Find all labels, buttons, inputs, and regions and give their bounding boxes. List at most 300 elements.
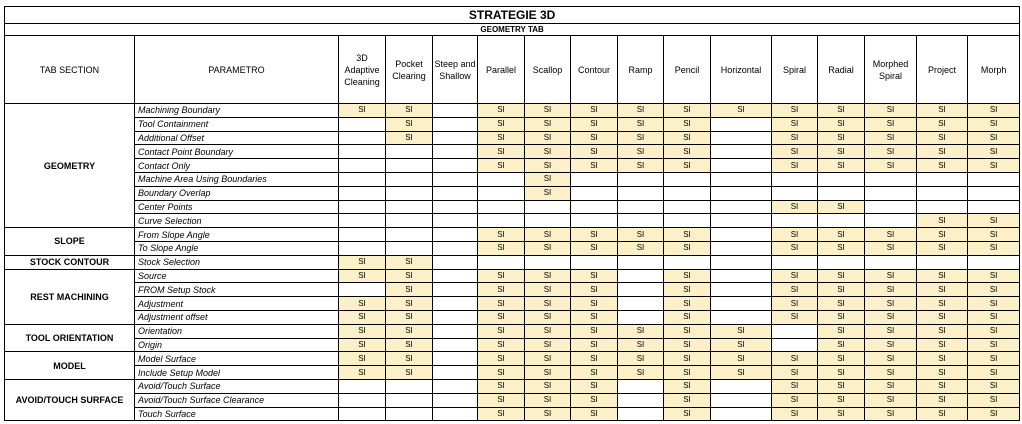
si-cell: SI	[917, 297, 968, 311]
parameter-cell: Avoid/Touch Surface Clearance	[135, 393, 339, 407]
table-row	[5, 255, 1020, 269]
si-cell: SI	[478, 117, 525, 131]
empty-cell	[339, 393, 386, 407]
si-cell: SI	[339, 310, 386, 324]
si-cell: SI	[917, 131, 968, 145]
empty-cell	[968, 186, 1020, 200]
si-cell: SI	[618, 366, 664, 380]
empty-cell	[865, 186, 917, 200]
empty-cell	[917, 200, 968, 214]
si-cell: SI	[571, 159, 618, 173]
empty-cell	[664, 172, 711, 186]
empty-cell	[711, 159, 772, 173]
si-cell: SI	[478, 297, 525, 311]
empty-cell	[968, 255, 1020, 269]
si-cell: SI	[968, 131, 1020, 145]
si-cell: SI	[818, 200, 865, 214]
si-cell: SI	[386, 104, 433, 118]
empty-cell	[478, 186, 525, 200]
table-row	[5, 269, 1020, 283]
si-cell: SI	[571, 310, 618, 324]
si-cell: SI	[818, 241, 865, 255]
tab-section-cell: TOOL ORIENTATION	[5, 324, 135, 352]
column-header-strategy: 3D Adaptive Cleaning	[339, 36, 386, 104]
si-cell: SI	[865, 393, 917, 407]
si-cell: SI	[917, 393, 968, 407]
empty-cell	[711, 228, 772, 242]
si-cell: SI	[818, 324, 865, 338]
empty-cell	[525, 255, 571, 269]
table-row	[5, 241, 1020, 255]
column-header-strategy: Ramp	[618, 36, 664, 104]
si-cell: SI	[664, 269, 711, 283]
si-cell: SI	[478, 269, 525, 283]
si-cell: SI	[571, 379, 618, 393]
si-cell: SI	[386, 283, 433, 297]
table-row	[5, 338, 1020, 352]
si-cell: SI	[618, 241, 664, 255]
si-cell: SI	[525, 117, 571, 131]
si-cell: SI	[772, 200, 818, 214]
si-cell: SI	[618, 104, 664, 118]
si-cell: SI	[968, 159, 1020, 173]
si-cell: SI	[968, 241, 1020, 255]
si-cell: SI	[772, 104, 818, 118]
empty-cell	[433, 352, 478, 366]
empty-cell	[339, 407, 386, 421]
si-cell: SI	[618, 131, 664, 145]
table-row	[5, 186, 1020, 200]
empty-cell	[618, 214, 664, 228]
empty-cell	[865, 255, 917, 269]
empty-cell	[433, 104, 478, 118]
si-cell: SI	[571, 366, 618, 380]
column-header-strategy: Project	[917, 36, 968, 104]
si-cell: SI	[968, 310, 1020, 324]
empty-cell	[711, 255, 772, 269]
si-cell: SI	[865, 297, 917, 311]
table-row	[5, 393, 1020, 407]
parameter-cell: Touch Surface	[135, 407, 339, 421]
column-header-strategy: Horizontal	[711, 36, 772, 104]
si-cell: SI	[711, 324, 772, 338]
si-cell: SI	[865, 269, 917, 283]
si-cell: SI	[386, 297, 433, 311]
si-cell: SI	[525, 104, 571, 118]
si-cell: SI	[818, 338, 865, 352]
si-cell: SI	[618, 352, 664, 366]
si-cell: SI	[865, 407, 917, 421]
empty-cell	[433, 269, 478, 283]
empty-cell	[865, 200, 917, 214]
parameter-cell: Curve Selection	[135, 214, 339, 228]
si-cell: SI	[772, 117, 818, 131]
table-row	[5, 131, 1020, 145]
empty-cell	[386, 172, 433, 186]
table-row	[5, 352, 1020, 366]
empty-cell	[711, 145, 772, 159]
si-cell: SI	[525, 407, 571, 421]
si-cell: SI	[571, 104, 618, 118]
si-cell: SI	[772, 269, 818, 283]
empty-cell	[664, 214, 711, 228]
si-cell: SI	[818, 310, 865, 324]
si-cell: SI	[772, 131, 818, 145]
si-cell: SI	[865, 117, 917, 131]
parameter-cell: Machine Area Using Boundaries	[135, 172, 339, 186]
column-header-strategy: Pocket Clearing	[386, 36, 433, 104]
empty-cell	[711, 269, 772, 283]
empty-cell	[386, 379, 433, 393]
si-cell: SI	[525, 145, 571, 159]
empty-cell	[711, 379, 772, 393]
si-cell: SI	[772, 241, 818, 255]
empty-cell	[386, 145, 433, 159]
empty-cell	[618, 200, 664, 214]
tab-section-cell: MODEL	[5, 352, 135, 380]
column-header-strategy: Morphed Spiral	[865, 36, 917, 104]
si-cell: SI	[478, 393, 525, 407]
si-cell: SI	[711, 352, 772, 366]
si-cell: SI	[865, 324, 917, 338]
si-cell: SI	[968, 145, 1020, 159]
tab-section-cell: STOCK CONTOUR	[5, 255, 135, 269]
si-cell: SI	[664, 104, 711, 118]
parameter-cell: Adjustment	[135, 297, 339, 311]
si-cell: SI	[968, 228, 1020, 242]
si-cell: SI	[571, 338, 618, 352]
si-cell: SI	[968, 352, 1020, 366]
si-cell: SI	[571, 228, 618, 242]
si-cell: SI	[664, 159, 711, 173]
table-row	[5, 228, 1020, 242]
empty-cell	[618, 283, 664, 297]
si-cell: SI	[664, 228, 711, 242]
si-cell: SI	[772, 228, 818, 242]
column-header-strategy: Scallop	[525, 36, 571, 104]
table-row	[5, 159, 1020, 173]
empty-cell	[618, 407, 664, 421]
si-cell: SI	[818, 297, 865, 311]
empty-cell	[818, 172, 865, 186]
empty-cell	[711, 186, 772, 200]
table-row	[5, 407, 1020, 421]
empty-cell	[772, 186, 818, 200]
si-cell: SI	[968, 283, 1020, 297]
empty-cell	[571, 186, 618, 200]
si-cell: SI	[478, 407, 525, 421]
si-cell: SI	[386, 324, 433, 338]
empty-cell	[772, 214, 818, 228]
si-cell: SI	[664, 241, 711, 255]
si-cell: SI	[525, 283, 571, 297]
si-cell: SI	[618, 228, 664, 242]
si-cell: SI	[968, 338, 1020, 352]
si-cell: SI	[571, 407, 618, 421]
si-cell: SI	[865, 241, 917, 255]
si-cell: SI	[386, 352, 433, 366]
tab-section-cell: REST MACHINING	[5, 269, 135, 324]
empty-cell	[433, 145, 478, 159]
empty-cell	[433, 117, 478, 131]
si-cell: SI	[968, 366, 1020, 380]
empty-cell	[571, 214, 618, 228]
empty-cell	[478, 172, 525, 186]
si-cell: SI	[818, 269, 865, 283]
empty-cell	[711, 117, 772, 131]
si-cell: SI	[772, 352, 818, 366]
si-cell: SI	[818, 131, 865, 145]
si-cell: SI	[618, 145, 664, 159]
si-cell: SI	[386, 255, 433, 269]
empty-cell	[818, 255, 865, 269]
empty-cell	[618, 393, 664, 407]
empty-cell	[968, 200, 1020, 214]
parameter-cell: From Slope Angle	[135, 228, 339, 242]
si-cell: SI	[865, 310, 917, 324]
empty-cell	[386, 214, 433, 228]
si-cell: SI	[865, 352, 917, 366]
empty-cell	[386, 241, 433, 255]
si-cell: SI	[968, 379, 1020, 393]
empty-cell	[618, 310, 664, 324]
si-cell: SI	[339, 297, 386, 311]
empty-cell	[618, 172, 664, 186]
table-row	[5, 200, 1020, 214]
empty-cell	[339, 241, 386, 255]
si-cell: SI	[571, 324, 618, 338]
si-cell: SI	[968, 393, 1020, 407]
si-cell: SI	[917, 283, 968, 297]
column-header-strategy: Steep and Shallow	[433, 36, 478, 104]
parameter-cell: Boundary Overlap	[135, 186, 339, 200]
empty-cell	[571, 255, 618, 269]
si-cell: SI	[917, 159, 968, 173]
si-cell: SI	[525, 241, 571, 255]
si-cell: SI	[664, 324, 711, 338]
si-cell: SI	[339, 104, 386, 118]
si-cell: SI	[386, 269, 433, 283]
parameter-cell: Tool Containment	[135, 117, 339, 131]
parameter-cell: Include Setup Model	[135, 366, 339, 380]
si-cell: SI	[865, 338, 917, 352]
si-cell: SI	[772, 283, 818, 297]
si-cell: SI	[525, 338, 571, 352]
table-row	[5, 145, 1020, 159]
si-cell: SI	[386, 366, 433, 380]
si-cell: SI	[818, 407, 865, 421]
si-cell: SI	[386, 338, 433, 352]
column-header-strategy: Contour	[571, 36, 618, 104]
empty-cell	[386, 186, 433, 200]
si-cell: SI	[711, 338, 772, 352]
si-cell: SI	[917, 366, 968, 380]
empty-cell	[339, 283, 386, 297]
page-title: STRATEGIE 3D	[5, 7, 1020, 24]
empty-cell	[433, 393, 478, 407]
si-cell: SI	[772, 407, 818, 421]
empty-cell	[339, 172, 386, 186]
empty-cell	[711, 214, 772, 228]
empty-cell	[571, 200, 618, 214]
si-cell: SI	[818, 145, 865, 159]
si-cell: SI	[525, 159, 571, 173]
parameter-cell: FROM Setup Stock	[135, 283, 339, 297]
si-cell: SI	[865, 145, 917, 159]
empty-cell	[433, 172, 478, 186]
si-cell: SI	[386, 310, 433, 324]
si-cell: SI	[968, 407, 1020, 421]
empty-cell	[711, 241, 772, 255]
si-cell: SI	[917, 407, 968, 421]
column-header-tab-section: TAB SECTION	[5, 36, 135, 104]
si-cell: SI	[339, 366, 386, 380]
si-cell: SI	[664, 379, 711, 393]
column-header-strategy: Pencil	[664, 36, 711, 104]
si-cell: SI	[818, 352, 865, 366]
empty-cell	[711, 393, 772, 407]
si-cell: SI	[478, 366, 525, 380]
si-cell: SI	[525, 393, 571, 407]
si-cell: SI	[865, 131, 917, 145]
table-row	[5, 297, 1020, 311]
empty-cell	[433, 214, 478, 228]
parameter-cell: Avoid/Touch Surface	[135, 379, 339, 393]
si-cell: SI	[525, 172, 571, 186]
si-cell: SI	[664, 283, 711, 297]
parameter-cell: Origin	[135, 338, 339, 352]
empty-cell	[711, 310, 772, 324]
si-cell: SI	[478, 283, 525, 297]
empty-cell	[478, 214, 525, 228]
parameter-cell: Model Surface	[135, 352, 339, 366]
si-cell: SI	[865, 104, 917, 118]
parameter-cell: Adjustment offset	[135, 310, 339, 324]
si-cell: SI	[865, 228, 917, 242]
empty-cell	[772, 172, 818, 186]
si-cell: SI	[917, 104, 968, 118]
si-cell: SI	[571, 393, 618, 407]
table-row	[5, 104, 1020, 118]
si-cell: SI	[968, 269, 1020, 283]
si-cell: SI	[571, 352, 618, 366]
empty-cell	[339, 186, 386, 200]
si-cell: SI	[618, 324, 664, 338]
si-cell: SI	[664, 117, 711, 131]
si-cell: SI	[525, 269, 571, 283]
empty-cell	[711, 297, 772, 311]
empty-cell	[339, 145, 386, 159]
si-cell: SI	[818, 366, 865, 380]
empty-cell	[772, 255, 818, 269]
empty-cell	[618, 186, 664, 200]
si-cell: SI	[478, 145, 525, 159]
empty-cell	[818, 214, 865, 228]
parameter-cell: Contact Point Boundary	[135, 145, 339, 159]
si-cell: SI	[339, 255, 386, 269]
empty-cell	[711, 172, 772, 186]
si-cell: SI	[664, 310, 711, 324]
si-cell: SI	[664, 145, 711, 159]
empty-cell	[917, 186, 968, 200]
si-cell: SI	[664, 297, 711, 311]
si-cell: SI	[968, 297, 1020, 311]
empty-cell	[433, 186, 478, 200]
empty-cell	[433, 255, 478, 269]
parameter-cell: Additional Offset	[135, 131, 339, 145]
empty-cell	[618, 379, 664, 393]
table-row	[5, 324, 1020, 338]
tab-section-cell: AVOID/TOUCH SURFACE	[5, 379, 135, 420]
si-cell: SI	[478, 228, 525, 242]
si-cell: SI	[478, 379, 525, 393]
si-cell: SI	[772, 366, 818, 380]
empty-cell	[433, 407, 478, 421]
si-cell: SI	[968, 214, 1020, 228]
empty-cell	[339, 214, 386, 228]
empty-cell	[772, 338, 818, 352]
si-cell: SI	[664, 131, 711, 145]
si-cell: SI	[818, 393, 865, 407]
si-cell: SI	[917, 338, 968, 352]
empty-cell	[386, 407, 433, 421]
si-cell: SI	[478, 104, 525, 118]
table-row	[5, 283, 1020, 297]
si-cell: SI	[772, 159, 818, 173]
si-cell: SI	[525, 131, 571, 145]
si-cell: SI	[664, 393, 711, 407]
empty-cell	[968, 172, 1020, 186]
si-cell: SI	[571, 131, 618, 145]
empty-cell	[917, 172, 968, 186]
empty-cell	[339, 117, 386, 131]
si-cell: SI	[772, 145, 818, 159]
column-header-parametro: PARAMETRO	[135, 36, 339, 104]
si-cell: SI	[917, 214, 968, 228]
parameter-cell: Center Points	[135, 200, 339, 214]
empty-cell	[386, 200, 433, 214]
si-cell: SI	[525, 228, 571, 242]
si-cell: SI	[865, 283, 917, 297]
si-cell: SI	[968, 324, 1020, 338]
empty-cell	[433, 131, 478, 145]
empty-cell	[818, 186, 865, 200]
column-header-strategy: Morph	[968, 36, 1020, 104]
empty-cell	[433, 228, 478, 242]
empty-cell	[618, 297, 664, 311]
si-cell: SI	[618, 159, 664, 173]
si-cell: SI	[339, 352, 386, 366]
si-cell: SI	[618, 117, 664, 131]
si-cell: SI	[917, 228, 968, 242]
empty-cell	[772, 324, 818, 338]
si-cell: SI	[711, 104, 772, 118]
si-cell: SI	[917, 352, 968, 366]
si-cell: SI	[917, 269, 968, 283]
strategy-table	[4, 6, 1020, 421]
si-cell: SI	[478, 131, 525, 145]
si-cell: SI	[525, 324, 571, 338]
si-cell: SI	[818, 283, 865, 297]
si-cell: SI	[386, 117, 433, 131]
empty-cell	[711, 407, 772, 421]
empty-cell	[433, 366, 478, 380]
si-cell: SI	[818, 159, 865, 173]
parameter-cell: Contact Only	[135, 159, 339, 173]
empty-cell	[664, 200, 711, 214]
si-cell: SI	[968, 117, 1020, 131]
empty-cell	[433, 283, 478, 297]
